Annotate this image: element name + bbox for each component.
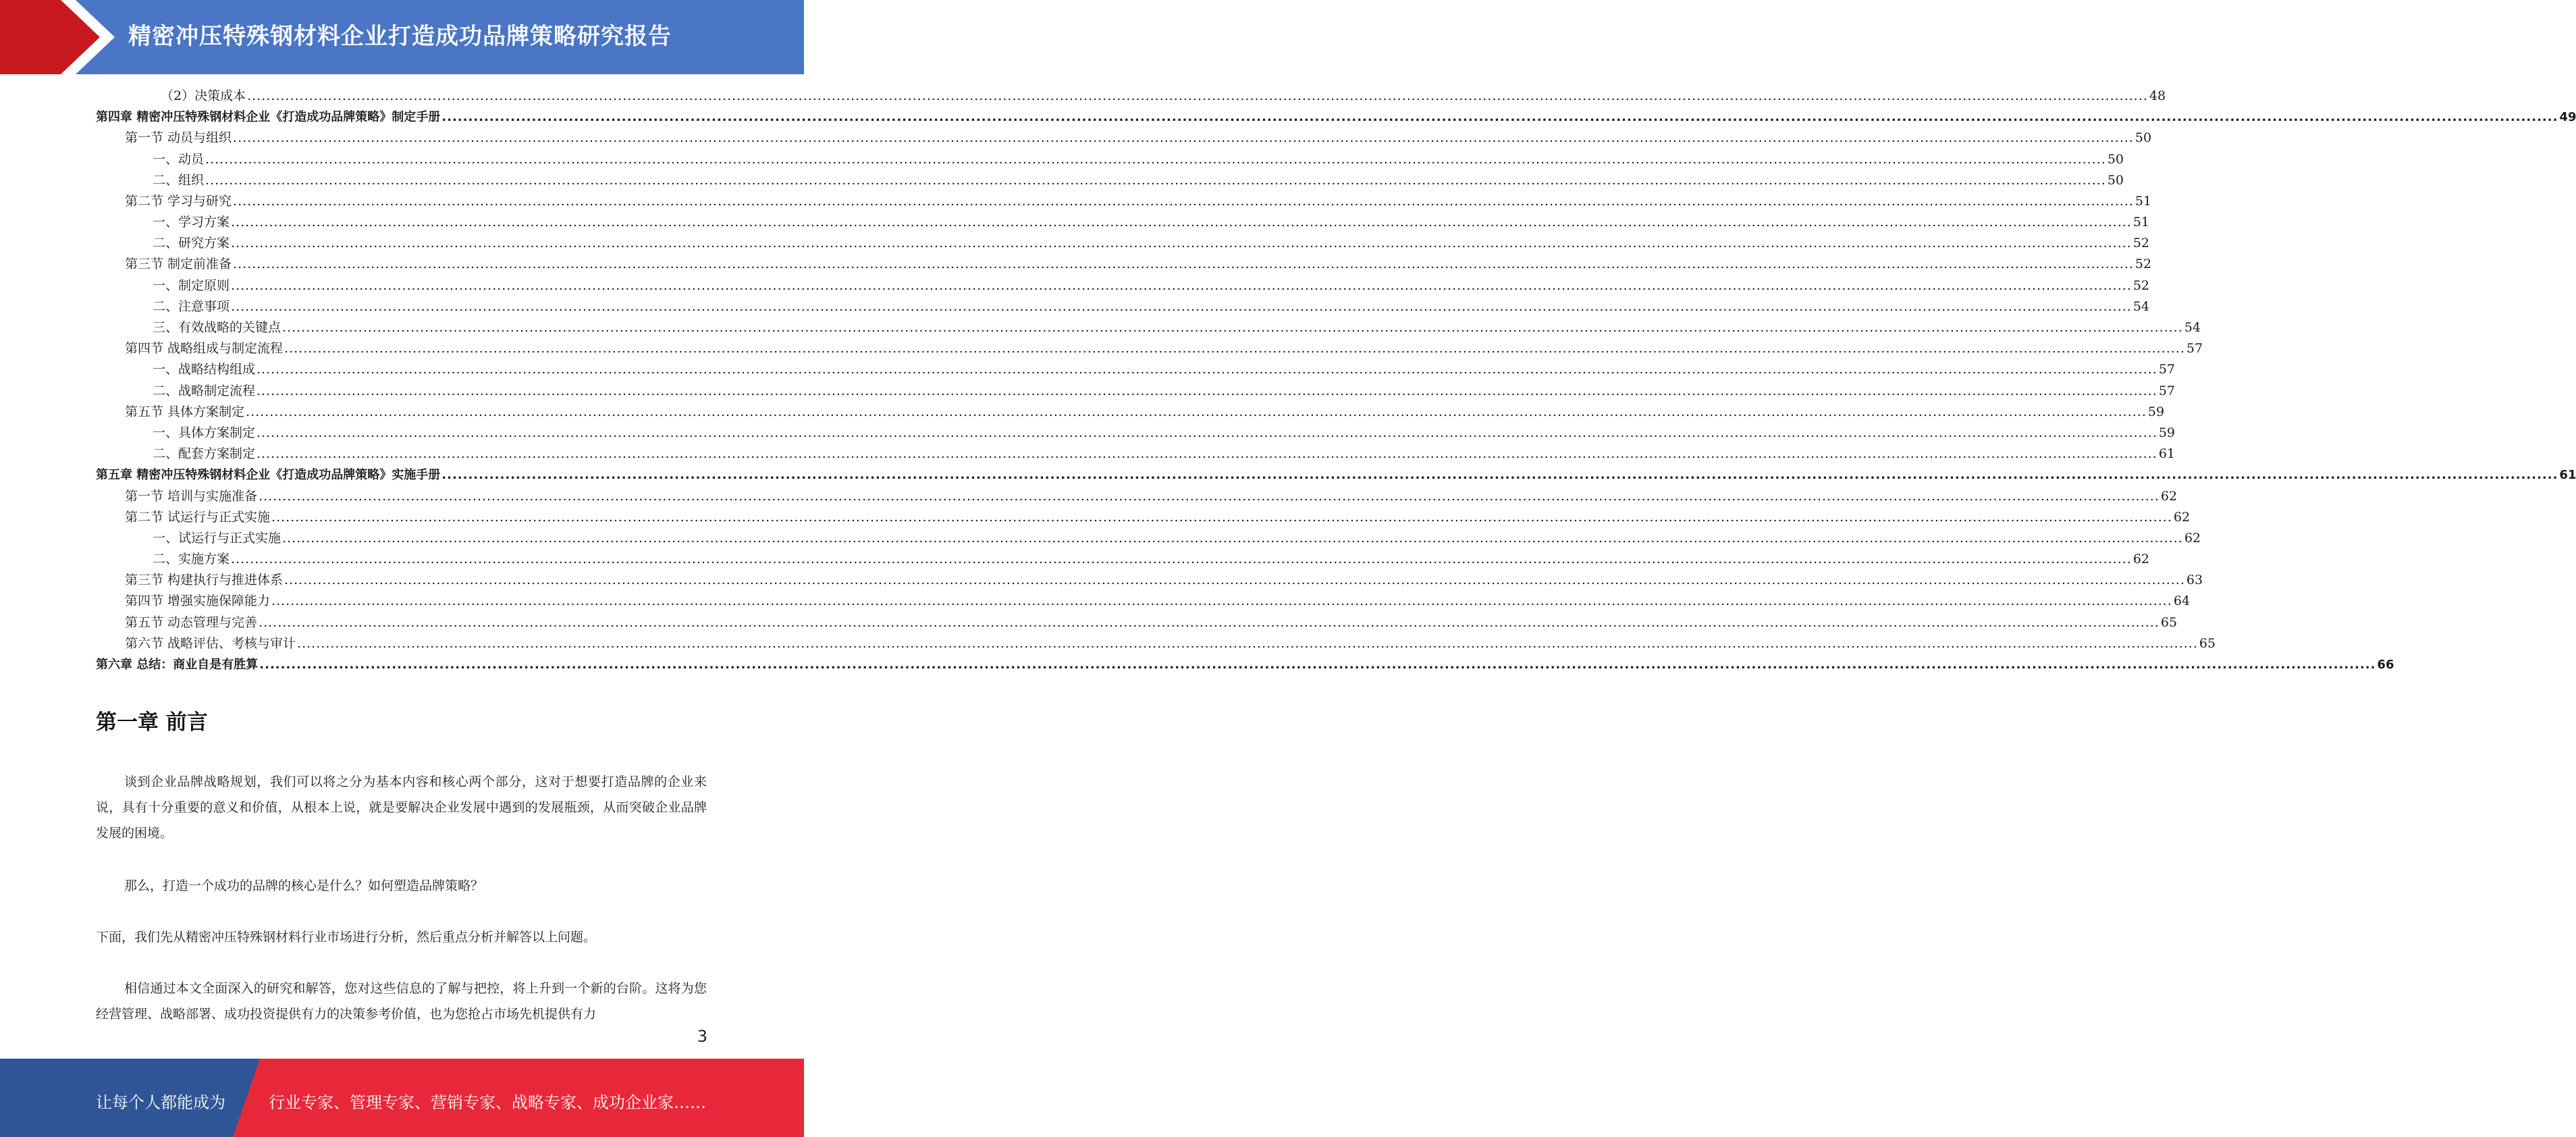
- toc-entry[interactable]: [96, 338, 2203, 359]
- toc-entry-title: 第一节 培训与实施准备: [125, 488, 258, 504]
- toc-entry-page: 65: [2160, 614, 2178, 630]
- toc-entry-page: 57: [2158, 362, 2176, 377]
- table-of-contents: [96, 86, 2576, 675]
- toc-entry-title: 二、组织: [153, 172, 205, 188]
- toc-entry-title: 第六节 战略评估、考核与审计: [125, 635, 296, 651]
- toc-entry[interactable]: [96, 212, 2150, 233]
- toc-leader-dots: ................................................................................................................................................................................................................................................................................................................................................................................................................: [259, 488, 2159, 504]
- toc-entry-title: （2）决策成本: [161, 88, 246, 103]
- toc-leader-dots: ................................................................................................................................................................................................................................................................................................................................................................................................................: [246, 404, 2147, 419]
- toc-leader-dots: ................................................................................................................................................................................................................................................................................................................................................................................................................: [271, 509, 2172, 525]
- toc-entry-title: 一、具体方案制定: [153, 425, 256, 440]
- toc-leader-dots: ................................................................................................................................................................................................................................................................................................................................................................................................................: [231, 277, 2132, 293]
- toc-entry-page: 61: [2158, 446, 2176, 462]
- toc-leader-dots: ................................................................................................................................................................................................................................................................................................................................................................................................................: [231, 298, 2132, 314]
- toc-entry-title: 二、配套方案制定: [153, 446, 256, 462]
- toc-entry[interactable]: [96, 402, 2165, 423]
- toc-leader-dots: ................................................................................................................................................................................................................................................................................................................................................................................................................: [282, 320, 2183, 336]
- toc-entry-page: 52: [2132, 277, 2150, 293]
- toc-entry-page: 59: [2158, 425, 2176, 440]
- toc-entry-page: 62: [2184, 530, 2201, 546]
- toc-entry-page: 66: [2377, 658, 2394, 672]
- page-number: 3: [697, 1027, 707, 1046]
- toc-entry-title: 第二节 学习与研究: [125, 193, 232, 209]
- toc-entry[interactable]: [96, 107, 2576, 128]
- toc-entry[interactable]: [96, 359, 2176, 380]
- toc-entry-page: 51: [2135, 193, 2152, 209]
- footer-slogan-left: 让每个人都能成为: [96, 1093, 225, 1112]
- toc-entry[interactable]: [96, 317, 2201, 338]
- toc-leader-dots: ................................................................................................................................................................................................................................................................................................................................................................................................................: [282, 530, 2183, 546]
- toc-entry-page: 51: [2132, 215, 2150, 230]
- toc-entry-title: 二、注意事项: [153, 298, 230, 314]
- toc-entry[interactable]: [96, 86, 2166, 107]
- toc-entry[interactable]: [96, 549, 2150, 570]
- toc-leader-dots: ................................................................................................................................................................................................................................................................................................................................................................................................................: [441, 110, 2558, 125]
- toc-entry[interactable]: [96, 170, 2124, 191]
- toc-leader-dots: ................................................................................................................................................................................................................................................................................................................................................................................................................: [297, 635, 2198, 651]
- toc-entry-title: 第六章 总结：商业自是有胜算: [96, 658, 259, 672]
- toc-entry[interactable]: [96, 465, 2576, 485]
- toc-entry-title: 第三节 制定前准备: [125, 257, 232, 272]
- toc-entry[interactable]: [96, 654, 2394, 675]
- toc-leader-dots: ................................................................................................................................................................................................................................................................................................................................................................................................................: [257, 446, 2157, 462]
- toc-leader-dots: ................................................................................................................................................................................................................................................................................................................................................................................................................: [247, 88, 2148, 103]
- toc-entry-title: 第四章 精密冲压特殊钢材料企业《打造成功品牌策略》制定手册: [96, 110, 441, 125]
- toc-entry[interactable]: [96, 296, 2150, 317]
- toc-entry[interactable]: [96, 591, 2191, 612]
- toc-entry-title: 第二节 试运行与正式实施: [125, 509, 271, 525]
- toc-leader-dots: ................................................................................................................................................................................................................................................................................................................................................................................................................: [257, 362, 2157, 377]
- toc-leader-dots: ................................................................................................................................................................................................................................................................................................................................................................................................................: [205, 151, 2106, 167]
- toc-entry-page: 61: [2559, 468, 2576, 483]
- toc-entry-title: 第三节 构建执行与推进体系: [125, 573, 284, 588]
- toc-entry-page: 62: [2160, 488, 2178, 504]
- toc-leader-dots: ................................................................................................................................................................................................................................................................................................................................................................................................................: [259, 658, 2376, 672]
- toc-entry[interactable]: [96, 444, 2176, 465]
- toc-entry[interactable]: [96, 507, 2191, 528]
- toc-leader-dots: ................................................................................................................................................................................................................................................................................................................................................................................................................: [233, 257, 2134, 272]
- toc-entry[interactable]: [96, 149, 2124, 170]
- toc-entry[interactable]: [96, 233, 2150, 254]
- toc-entry-title: 三、有效战略的关键点: [153, 320, 281, 336]
- paragraph: 那么，打造一个成功的品牌的核心是什么？如何塑造品牌策略？: [124, 878, 484, 893]
- toc-entry-page: 50: [2107, 151, 2124, 167]
- toc-entry-page: 62: [2132, 552, 2150, 567]
- toc-entry-title: 二、实施方案: [153, 552, 230, 567]
- toc-entry[interactable]: [96, 486, 2178, 507]
- toc-entry-page: 48: [2149, 88, 2166, 103]
- toc-entry-page: 54: [2184, 320, 2201, 336]
- toc-entry-title: 第一节 动员与组织: [125, 130, 232, 146]
- toc-leader-dots: ................................................................................................................................................................................................................................................................................................................................................................................................................: [271, 593, 2172, 609]
- toc-entry[interactable]: [96, 381, 2176, 402]
- toc-entry-title: 一、战略结构组成: [153, 362, 256, 377]
- toc-leader-dots: ................................................................................................................................................................................................................................................................................................................................................................................................................: [257, 425, 2157, 440]
- toc-entry[interactable]: [96, 633, 2216, 654]
- toc-entry-page: 63: [2186, 573, 2203, 588]
- toc-leader-dots: ................................................................................................................................................................................................................................................................................................................................................................................................................: [284, 341, 2185, 356]
- toc-entry[interactable]: [96, 275, 2150, 296]
- toc-entry[interactable]: [96, 528, 2201, 549]
- toc-entry-page: 65: [2199, 635, 2216, 651]
- toc-leader-dots: ................................................................................................................................................................................................................................................................................................................................................................................................................: [257, 383, 2157, 398]
- toc-entry-page: 62: [2173, 509, 2191, 525]
- toc-entry[interactable]: [96, 423, 2176, 444]
- footer-slogan-right: 行业专家、管理专家、营销专家、战略专家、成功企业家……: [269, 1093, 706, 1112]
- toc-leader-dots: ................................................................................................................................................................................................................................................................................................................................................................................................................: [231, 236, 2132, 251]
- toc-entry-title: 二、战略制定流程: [153, 383, 256, 398]
- toc-leader-dots: ................................................................................................................................................................................................................................................................................................................................................................................................................: [231, 552, 2132, 567]
- toc-entry-title: 二、研究方案: [153, 236, 230, 251]
- toc-entry-title: 一、动员: [153, 151, 205, 167]
- paragraph: 谈到企业品牌战略规划，我们可以将之分为基本内容和核心两个部分，这对于想要打造品牌的企业来说，具有十分重要的意义和价值，从根本上说，就是要解决企业发展中遇到的发展瓶颈，从而突破企业品牌发展的困境。: [96, 774, 707, 841]
- toc-entry-page: 54: [2132, 298, 2150, 314]
- header-banner: [0, 0, 804, 74]
- toc-entry-title: 一、制定原则: [153, 277, 230, 293]
- toc-entry-page: 52: [2132, 236, 2150, 251]
- toc-leader-dots: ................................................................................................................................................................................................................................................................................................................................................................................................................: [233, 130, 2134, 146]
- toc-entry-title: 第五章 精密冲压特殊钢材料企业《打造成功品牌策略》实施手册: [96, 468, 441, 483]
- toc-entry-page: 49: [2559, 110, 2576, 125]
- paragraph: 相信通过本文全面深入的研究和解答，您对这些信息的了解与把控，将上升到一个新的台阶。这将为您经营管理、战略部署、成功投资提供有力的决策参考价值，也为您抢占市场先机提供有力: [96, 981, 707, 1022]
- toc-leader-dots: ................................................................................................................................................................................................................................................................................................................................................................................................................: [205, 172, 2106, 188]
- toc-leader-dots: ................................................................................................................................................................................................................................................................................................................................................................................................................: [284, 573, 2185, 588]
- paragraph: 下面，我们先从精密冲压特殊钢材料行业市场进行分析，然后重点分析并解答以上问题。: [96, 930, 597, 945]
- toc-entry[interactable]: [96, 255, 2152, 275]
- toc-entry-page: 52: [2135, 257, 2152, 272]
- toc-entry[interactable]: [96, 570, 2203, 591]
- toc-leader-dots: ................................................................................................................................................................................................................................................................................................................................................................................................................: [233, 193, 2134, 209]
- toc-entry-page: 59: [2147, 404, 2165, 419]
- toc-entry-title: 第五节 动态管理与完善: [125, 614, 258, 630]
- toc-leader-dots: ................................................................................................................................................................................................................................................................................................................................................................................................................: [441, 468, 2558, 483]
- toc-entry-title: 第四节 增强实施保障能力: [125, 593, 271, 609]
- toc-entry-page: 64: [2173, 593, 2191, 609]
- toc-entry-title: 第五节 具体方案制定: [125, 404, 245, 419]
- toc-entry-page: 50: [2107, 172, 2124, 188]
- toc-entry-page: 57: [2186, 341, 2203, 356]
- toc-entry-title: 第四节 战略组成与制定流程: [125, 341, 284, 356]
- toc-entry-title: 一、学习方案: [153, 215, 230, 230]
- toc-entry[interactable]: [96, 612, 2178, 633]
- toc-leader-dots: ................................................................................................................................................................................................................................................................................................................................................................................................................: [259, 614, 2159, 630]
- report-title: 精密冲压特殊钢材料企业打造成功品牌策略研究报告: [128, 23, 672, 50]
- toc-entry[interactable]: [96, 128, 2152, 149]
- footer-banner: [0, 1059, 804, 1137]
- chapter-heading: 第一章 前言: [96, 710, 208, 735]
- toc-entry-page: 57: [2158, 383, 2176, 398]
- toc-entry-title: 一、试运行与正式实施: [153, 530, 281, 546]
- toc-entry[interactable]: [96, 191, 2152, 212]
- toc-entry-page: 50: [2135, 130, 2152, 146]
- toc-leader-dots: ................................................................................................................................................................................................................................................................................................................................................................................................................: [231, 215, 2132, 230]
